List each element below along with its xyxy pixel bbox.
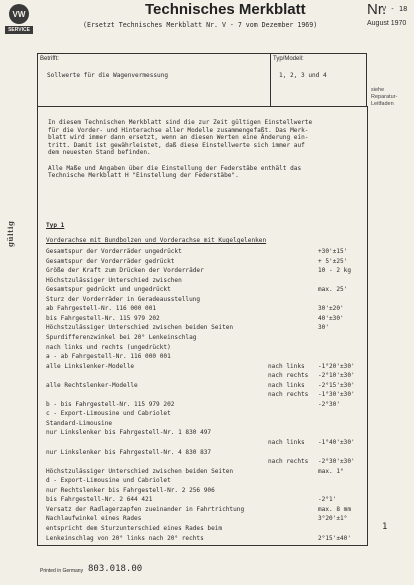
- spec-value: 2°15'±40': [318, 534, 352, 542]
- spec-value: max. 1°: [318, 467, 344, 475]
- spec-label: bis Fahrgestell-Nr. 115 979 202: [46, 314, 160, 322]
- spec-value: -2°30': [318, 400, 341, 408]
- spec-direction: nach links: [268, 362, 305, 370]
- betrifft-box: [37, 53, 270, 107]
- spec-value: -1°40'±30': [318, 439, 355, 446]
- spec-label: c - Export-Limousine und Cabriolet: [46, 410, 171, 418]
- intro-line: Technische Merkblatt H "Einstellung der Federstäbe".: [48, 172, 239, 180]
- spec-value: 40'±30': [318, 314, 344, 322]
- document-number-label: Nr.: [367, 1, 387, 18]
- spec-label: Gesamtspur gedrückt und ungedrückt: [46, 286, 171, 294]
- spec-value: + 5'±25': [318, 257, 348, 265]
- spec-label: Höchstzulässiger Unterschied zwischen beiden Seiten: [46, 324, 234, 332]
- document-title: Technisches Merkblatt: [145, 1, 306, 18]
- spec-direction: nach rechts: [268, 391, 309, 399]
- spec-direction: nach rechts: [268, 458, 309, 466]
- spec-label: Sturz der Vorderräder in Geradeausstellung: [46, 295, 201, 303]
- spec-direction: nach rechts: [268, 372, 309, 380]
- intro-line: tritt. Damit ist gewährleistet, daß diese Einstellwerte sich immer auf: [48, 141, 305, 149]
- logo-service-label: SERVICE: [5, 26, 33, 34]
- intro-line: für die Vorder- und Hinterachse aller Modelle zusammengefaßt. Das Merk-: [48, 126, 309, 134]
- spec-direction: nach links: [268, 439, 305, 446]
- spec-label: d - Export-Limousine und Cabriolet: [46, 477, 171, 485]
- spec-label: bis Fahrgestell-Nr. 2 644 421: [46, 496, 153, 504]
- spec-value: max. 25': [318, 286, 348, 294]
- document-subtitle: (Ersetzt Technisches Merkblatt Nr. V - 7 vom Dezember 1969): [83, 21, 318, 29]
- spec-label: Nachlaufwinkel eines Rades: [46, 515, 142, 523]
- spec-label: nach links und rechts (ungedrückt): [46, 343, 171, 351]
- spec-value: -2°1': [318, 496, 337, 504]
- validity-stamp: gültig: [6, 220, 15, 247]
- side-note-line: Leitfaden: [371, 101, 394, 107]
- spec-value: 3°20'±1°: [318, 515, 348, 523]
- main-content-box: [37, 106, 368, 546]
- spec-value: -2°15'±30': [318, 381, 355, 389]
- vw-service-logo: [5, 4, 33, 41]
- intro-line: dem neuesten Stand befinden.: [48, 149, 151, 157]
- spec-label: alle Rechtslenker-Modelle: [46, 381, 138, 389]
- section-heading: Vorderachse mit Bundbolzen und Vorderachse mit Kugelgelenken: [46, 237, 267, 244]
- spec-label: Größe der Kraft zum Drücken der Vorderräder: [46, 267, 204, 275]
- spec-label: nur Linkslenker bis Fahrgestell-Nr. 1 830 497: [46, 429, 212, 437]
- typ-box: [270, 53, 367, 107]
- document-number: V - 18: [382, 5, 408, 13]
- spec-label: alle Linkslenker-Modelle: [46, 362, 135, 370]
- betrifft-label: Betrifft:: [40, 56, 59, 62]
- side-note-line: siehe: [371, 87, 385, 93]
- spec-label: Standard-Limousine: [46, 419, 113, 427]
- spec-label: Versatz der Radlagerzapfen zueinander in Fahrtrichtung: [46, 505, 245, 513]
- spec-value: -1°20'±30': [318, 362, 355, 370]
- spec-value: -1°30'±30': [318, 391, 355, 399]
- print-note: Printed in Germany: [40, 568, 84, 574]
- intro-line: Alle Maße und Angaben über die Einstellung der Federstäbe enthält das: [48, 164, 302, 172]
- spec-value: 10 - 2 kg: [318, 267, 352, 275]
- typ-label: Typ/Modell:: [273, 56, 304, 62]
- intro-line: blatt wird immer dann ersetzt, wenn an diesen Werten eine Änderung ein-: [48, 134, 309, 142]
- spec-label: Höchstzulässiger Unterschied zwischen beiden Seiten: [46, 467, 234, 475]
- spec-label: b - bis Fahrgestell-Nr. 115 979 202: [46, 400, 175, 408]
- spec-value: +30'±15': [318, 248, 348, 255]
- spec-label: Spurdifferenzwinkel bei 20° Lenkeinschlag: [46, 333, 197, 341]
- typ-heading: Typ 1: [46, 222, 65, 229]
- side-note-line: Reparatur-: [371, 94, 398, 100]
- document-date: August 1970: [367, 20, 407, 27]
- spec-label: nur Linkslenker bis Fahrgestell-Nr. 4 830 837: [46, 448, 212, 456]
- spec-label: Lenkeinschlag von 20° links nach 20° rechts: [46, 534, 204, 542]
- spec-label: entspricht dem Sturzunterschied eines Rades beim: [46, 524, 223, 532]
- spec-label: ab Fahrgestell-Nr. 116 000 001: [46, 305, 157, 313]
- typ-value: 1, 2, 3 und 4: [279, 72, 327, 79]
- page-number: 1: [382, 522, 388, 532]
- spec-value: -2°30'±30': [318, 458, 355, 466]
- spec-value: 30'±20': [318, 305, 344, 313]
- spec-label: a - ab Fahrgestell-Nr. 116 000 001: [46, 353, 171, 361]
- spec-label: nur Rechtslenker bis Fahrgestell-Nr. 2 256 906: [46, 486, 215, 494]
- spec-value: 30': [318, 324, 330, 332]
- vw-logo-icon: VW: [9, 4, 29, 24]
- document-code: 803.018.00: [88, 564, 143, 574]
- spec-value: -2°10'±30': [318, 372, 355, 380]
- spec-value: max. 8 mm: [318, 505, 352, 513]
- intro-line: In diesem Technischen Merkblatt sind die zur Zeit gültigen Einstellwerte: [48, 119, 313, 126]
- spec-direction: nach links: [268, 381, 305, 389]
- spec-label: Gesamtspur der Vorderräder gedrückt: [46, 257, 175, 265]
- betrifft-value: Sollwerte für die Wagenvermessung: [47, 72, 169, 79]
- spec-label: Höchstzulässiger Unterschied zwischen: [46, 276, 182, 284]
- spec-label: Gesamtspur der Vorderräder ungedrückt: [46, 248, 182, 255]
